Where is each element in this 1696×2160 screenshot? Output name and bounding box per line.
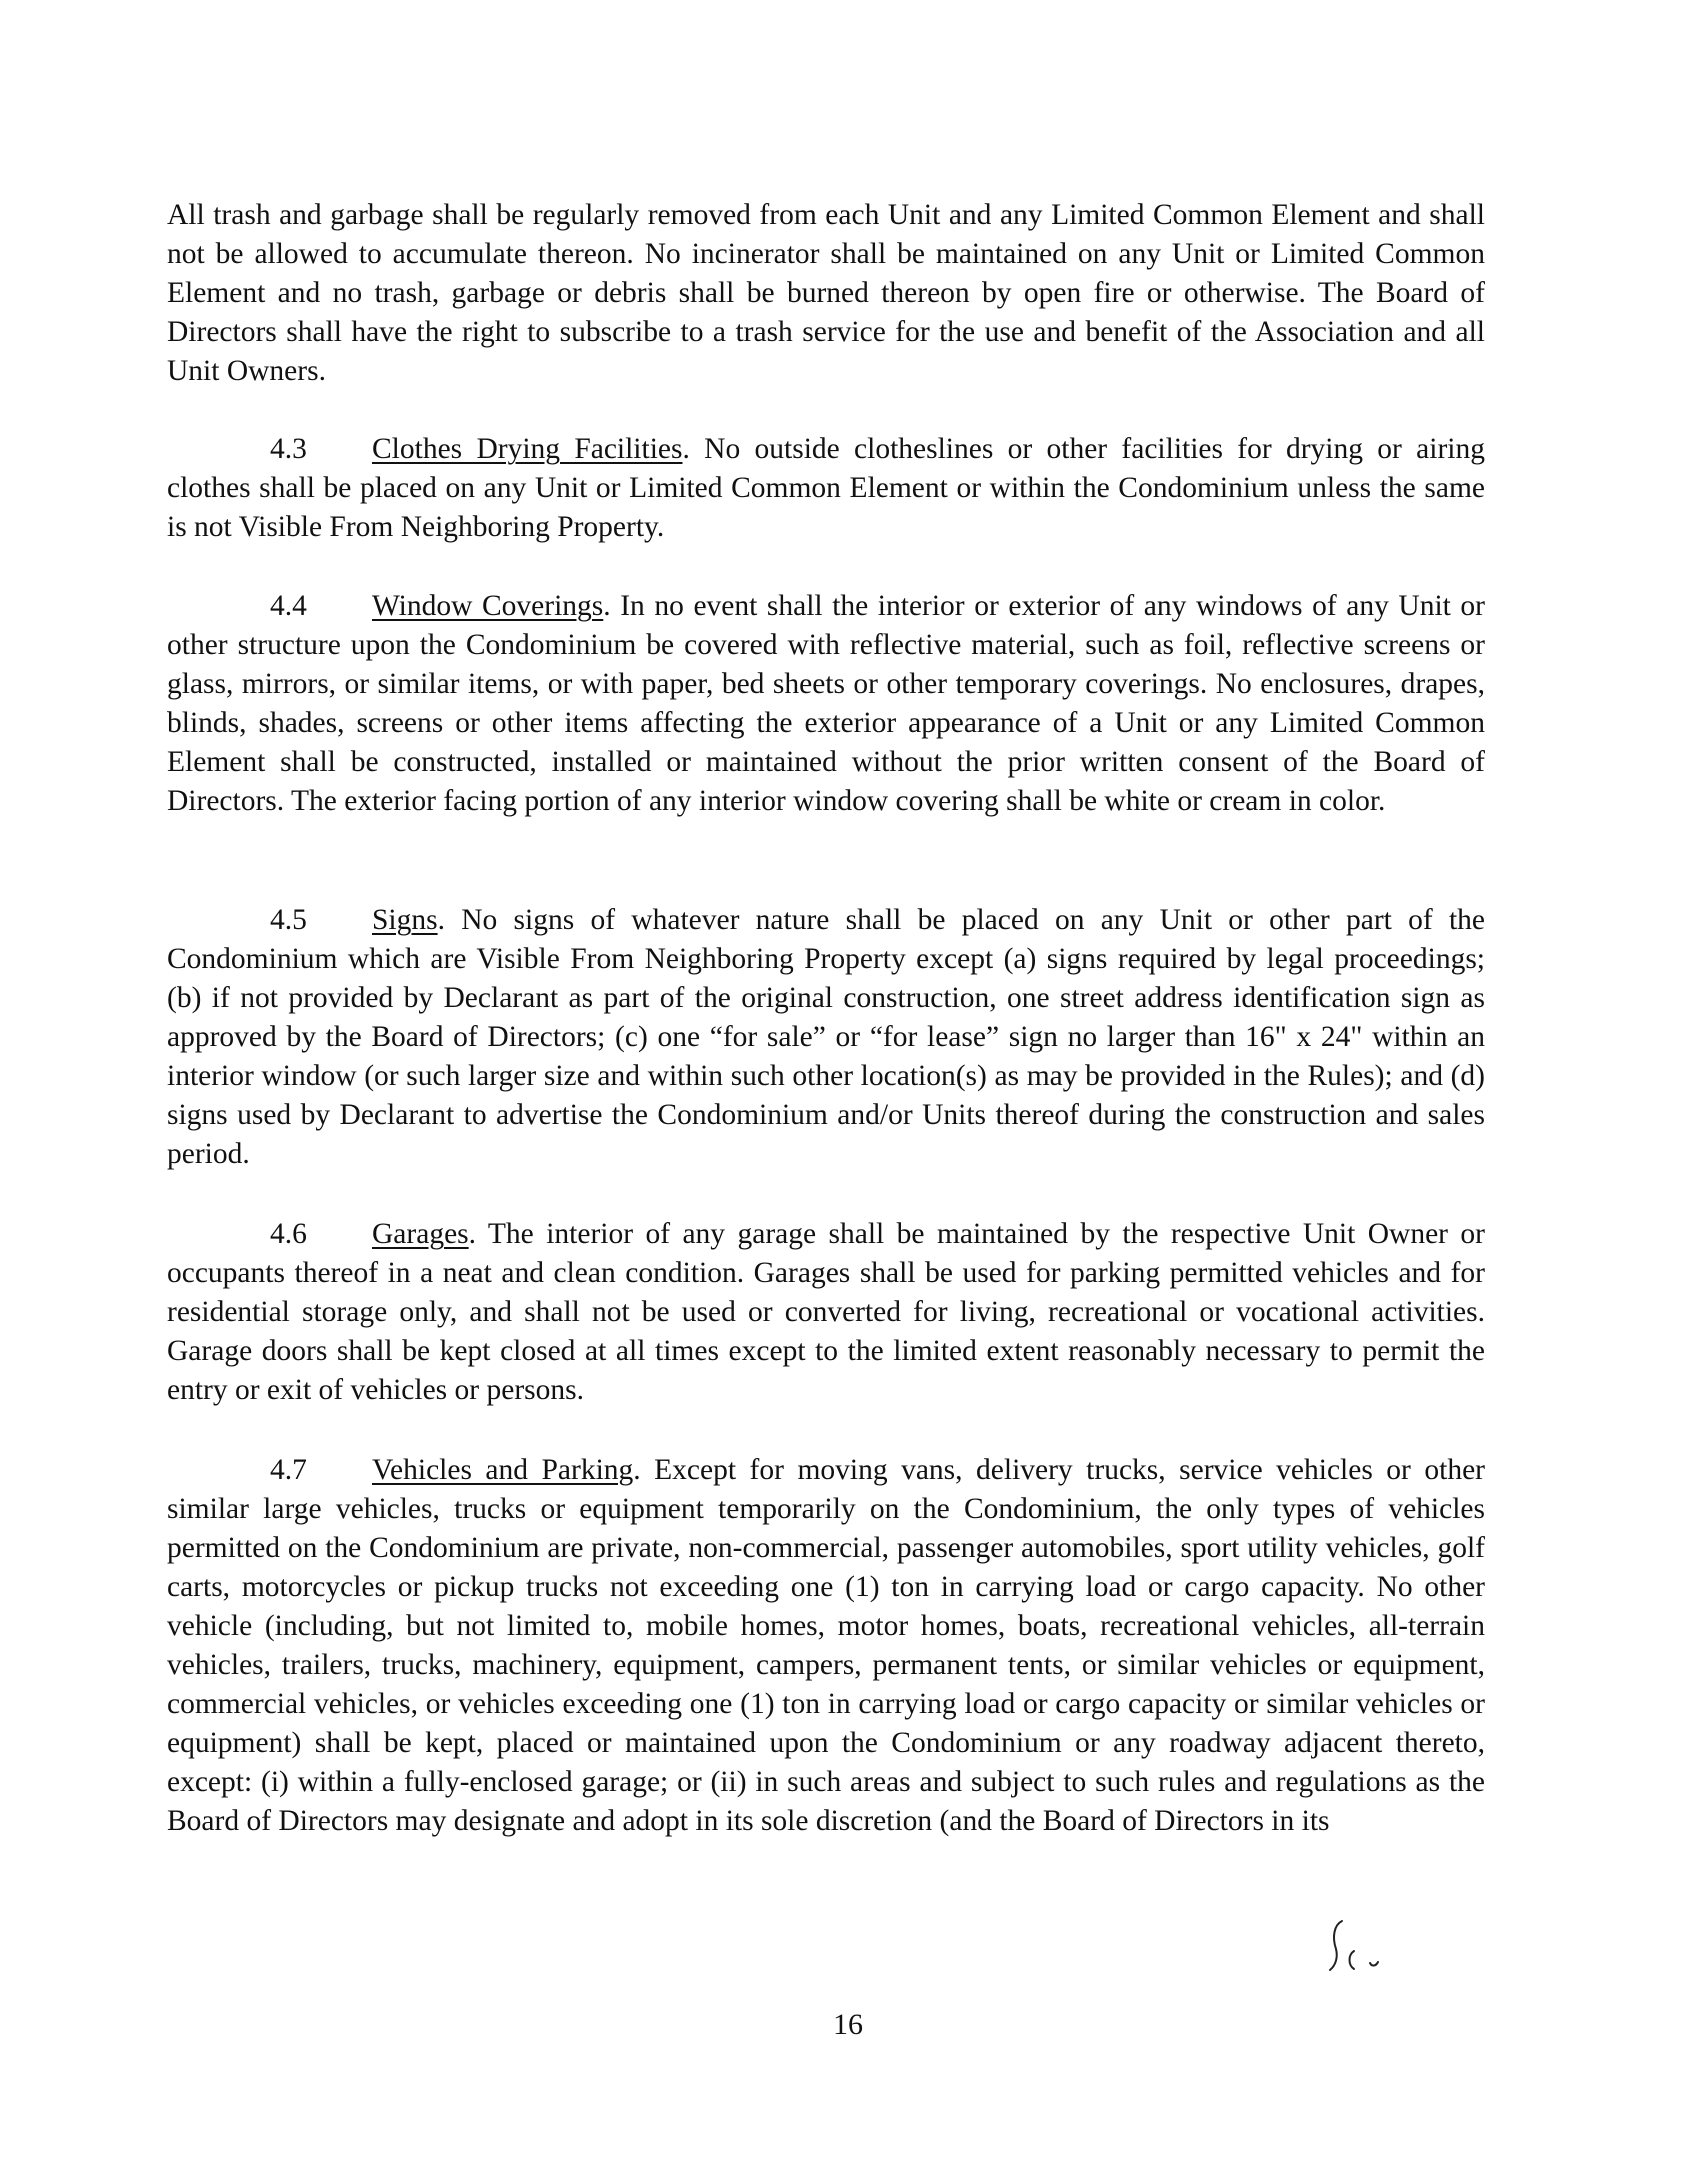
section-number: 4.5 — [270, 904, 307, 936]
page-number: 16 — [833, 2008, 863, 2041]
section-4-4-paragraph — [167, 587, 1485, 821]
trash-paragraph — [167, 196, 1485, 391]
section-body: . Except for moving vans, delivery trucks, service vehicles or other similar large vehicles, trucks or equipment temporarily on the Condominium, the only types of vehicles permitted on the Condominium are private, non-commercial, passenger automobiles, sport utility vehicles, golf carts, motorcycles or pickup trucks not exceeding one (1) ton in carrying load or cargo capacity. No other vehicle (including, but not limited to, mobile homes, motor homes, boats, recreational vehicles, all-terrain vehicles, trailers, trucks, machinery, equipment, campers, permanent tents, or similar vehicles or equipment, commercial vehicles, or vehicles exceeding one (1) ton in carrying load or cargo capacity or similar vehicles or equipment) shall be kept, placed or maintained upon the Condominium or any roadway adjacent thereto, except: (i) within a fully-enclosed garage; or (ii) in such areas and subject to such rules and regulations as the Board of Directors may designate and adopt in its sole discretion (and the Board of Directors in its — [167, 1454, 1485, 1837]
section-body: . In no event shall the interior or exterior of any windows of any Unit or other structure upon the Condominium be covered with reflective material, such as foil, reflective screens or glass, mirrors, or similar items, or with paper, bed sheets or other temporary coverings. No enclosures, drapes, blinds, shades, screens or other items affecting the exterior appearance of a Unit or any Limited Common Element shall be constructed, installed or maintained without the prior written consent of the Board of Directors. The exterior facing portion of any interior window covering shall be white or cream in color. — [167, 590, 1485, 817]
initials-signature — [1320, 1915, 1390, 1975]
section-number: 4.7 — [270, 1454, 307, 1486]
section-number: 4.4 — [270, 590, 307, 622]
section-title: Garages — [372, 1218, 469, 1250]
section-body: . No outside clotheslines or other facilities for drying or airing clothes shall be placed on any Unit or Limited Common Element or within the Condominium unless the same is not Visible From Neighboring Property. — [167, 433, 1485, 543]
section-title: Vehicles and Parking — [372, 1454, 634, 1486]
section-4-6 — [167, 1215, 1485, 1410]
section-body: . The interior of any garage shall be maintained by the respective Unit Owner or occupants thereof in a neat and clean condition. Garages shall be used for parking permitted vehicles and for residential storage only, and shall not be used or converted for living, recreational or vocational activities. Garage doors shall be kept closed at all times except to the limited extent reasonably necessary to permit the entry or exit of vehicles or persons. — [167, 1218, 1485, 1406]
trash-paragraph-text: All trash and garbage shall be regularly removed from each Unit and any Limited Common Element and shall not be allowed to accumulate thereon. No incinerator shall be maintained on any Unit or Limited Common Element and no trash, garbage or debris shall be burned thereon by open fire or otherwise. The Board of Directors shall have the right to subscribe to a trash service for the use and benefit of the Association and all Unit Owners. — [167, 199, 1485, 387]
section-number: 4.6 — [270, 1218, 307, 1250]
section-4-7-paragraph — [167, 1451, 1485, 1841]
section-4-5 — [167, 901, 1485, 1174]
section-title: Clothes Drying Facilities — [372, 433, 683, 465]
section-4-6-paragraph — [167, 1215, 1485, 1410]
section-title: Window Coverings — [372, 590, 604, 622]
section-4-7 — [167, 1451, 1485, 1841]
section-4-3-paragraph — [167, 430, 1485, 547]
section-title: Signs — [372, 904, 438, 936]
section-4-5-paragraph — [167, 901, 1485, 1174]
section-number: 4.3 — [270, 433, 307, 465]
section-4-3 — [167, 430, 1485, 547]
section-4-4 — [167, 587, 1485, 821]
section-body: . No signs of whatever nature shall be placed on any Unit or other part of the Condominium which are Visible From Neighboring Property except (a) signs required by legal proceedings; (b) if not provided by Declarant as part of the original construction, one street address identification sign as approved by the Board of Directors; (c) one “for sale” or “for lease” sign no larger than 16" x 24" within an interior window (or such larger size and within such other location(s) as may be provided in the Rules); and (d) signs used by Declarant to advertise the Condominium and/or Units thereof during the construction and sales period. — [167, 904, 1485, 1170]
